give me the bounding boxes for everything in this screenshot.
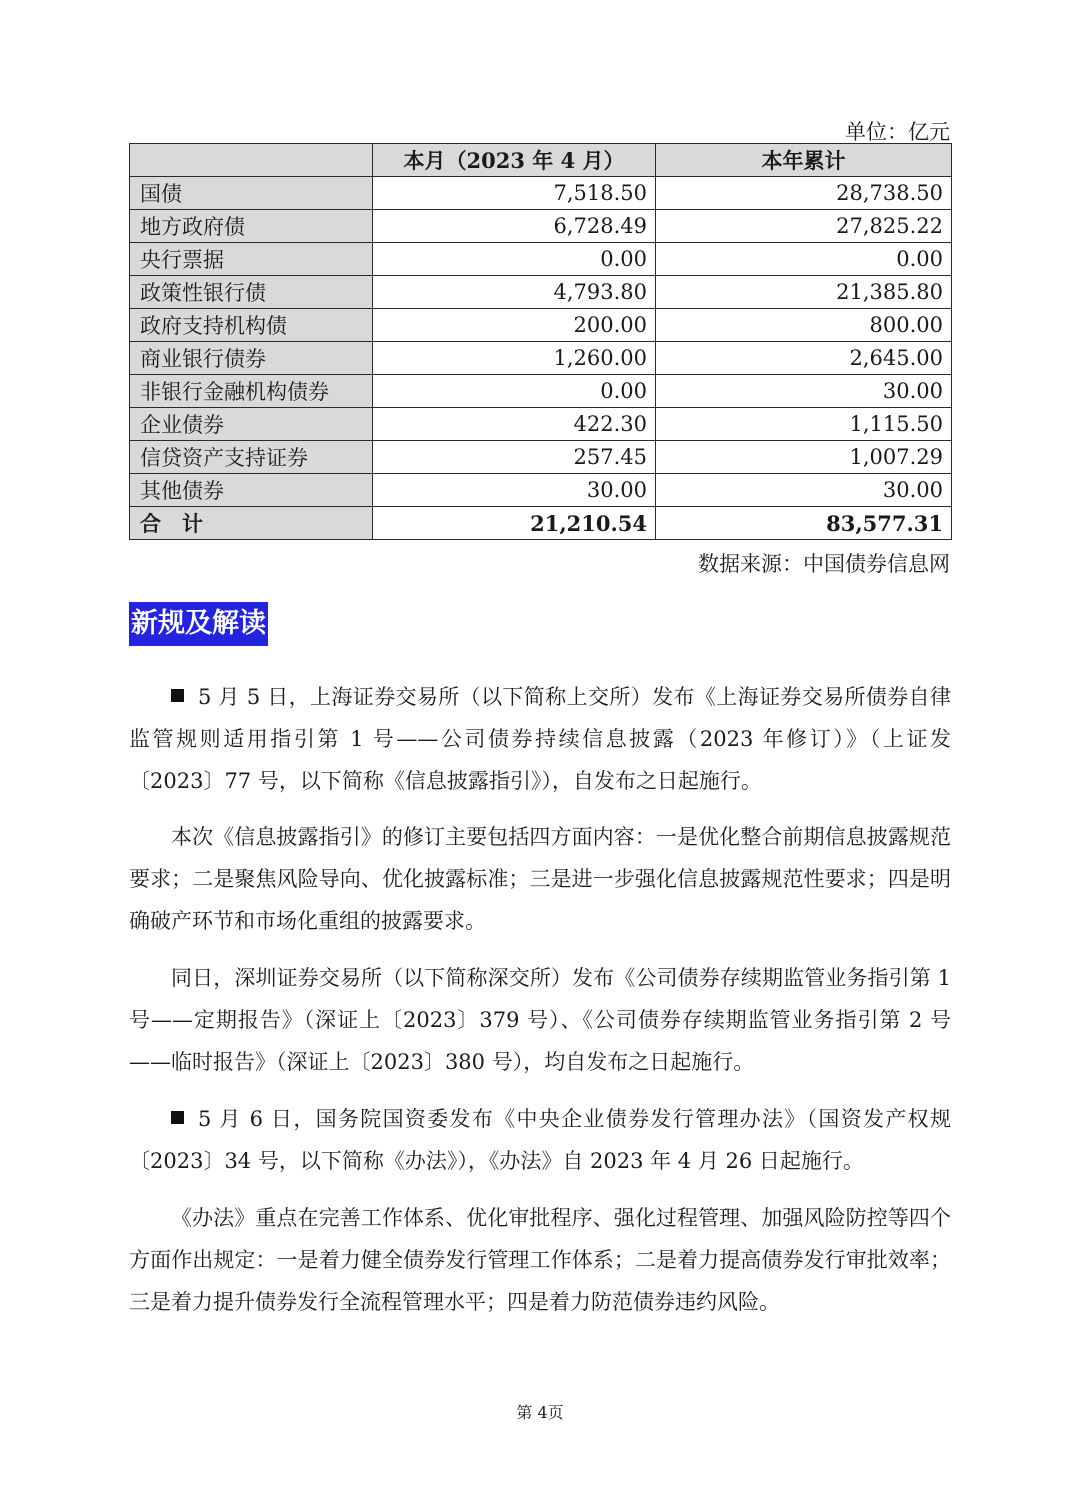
table-row — [130, 342, 952, 375]
row-name: 其他债券 — [130, 474, 373, 507]
header-ytd: 本年累计 — [656, 144, 952, 177]
row-month-value: 7,518.50 — [373, 177, 656, 210]
row-name: 政府支持机构债 — [130, 309, 373, 342]
row-ytd-value: 0.00 — [656, 243, 952, 276]
table-row — [130, 309, 952, 342]
table-row — [130, 375, 952, 408]
row-name: 央行票据 — [130, 243, 373, 276]
paragraph-szse-rule — [129, 957, 951, 1083]
paragraph-text: 同日，深圳证券交易所（以下简称深交所）发布《公司债券存续期监管业务指引第 1 号——定期报告》（深证上〔2023〕379 号）、《公司债券存续期监管业务指引第 2 号——临时报告》（深证上〔2023〕380 号），均自发布之日起施行。 — [129, 966, 951, 1074]
row-month-value: 257.45 — [373, 441, 656, 474]
row-ytd-value: 1,007.29 — [656, 441, 952, 474]
table-row — [130, 177, 952, 210]
row-month-value: 0.00 — [373, 243, 656, 276]
row-month-value: 422.30 — [373, 408, 656, 441]
row-ytd-value: 27,825.22 — [656, 210, 952, 243]
total-ytd-value: 83,577.31 — [656, 507, 952, 540]
row-name: 企业债券 — [130, 408, 373, 441]
total-label: 合 计 — [130, 507, 373, 540]
row-name: 商业银行债券 — [130, 342, 373, 375]
bond-issuance-table — [129, 143, 952, 540]
row-month-value: 0.00 — [373, 375, 656, 408]
header-month: 本月（2023 年 4 月） — [373, 144, 656, 177]
row-name: 政策性银行债 — [130, 276, 373, 309]
square-bullet-icon — [171, 689, 184, 702]
row-month-value: 6,728.49 — [373, 210, 656, 243]
row-name: 国债 — [130, 177, 373, 210]
paragraph-text: 本次《信息披露指引》的修订主要包括四方面内容：一是优化整合前期信息披露规范要求；二是聚焦风险导向、优化披露标准；三是进一步强化信息披露规范性要求；四是明确破产环节和市场化重组的披露要求。 — [129, 825, 951, 933]
paragraph-sasac-rule — [129, 1098, 951, 1182]
square-bullet-icon — [171, 1111, 184, 1124]
paragraph-revision-summary — [129, 816, 951, 942]
paragraph-text: 5 月 6 日，国务院国资委发布《中央企业债券发行管理办法》（国资发产权规〔2023〕34 号，以下简称《办法》），《办法》自 2023 年 4 月 26 日起施行。 — [129, 1107, 951, 1173]
row-month-value: 200.00 — [373, 309, 656, 342]
row-month-value: 1,260.00 — [373, 342, 656, 375]
row-month-value: 30.00 — [373, 474, 656, 507]
paragraph-sse-rule — [129, 676, 951, 802]
row-name: 非银行金融机构债券 — [130, 375, 373, 408]
paragraph-text: 《办法》重点在完善工作体系、优化审批程序、强化过程管理、加强风险防控等四个方面作出规定：一是着力健全债券发行管理工作体系；二是着力提高债券发行审批效率；三是着力提升债券发行全流程管理水平；四是着力防范债券违约风险。 — [129, 1206, 951, 1314]
row-ytd-value: 800.00 — [656, 309, 952, 342]
section-title: 新规及解读 — [129, 602, 268, 646]
table-row — [130, 408, 952, 441]
table-row — [130, 276, 952, 309]
table-header-row — [130, 144, 952, 177]
total-month-value: 21,210.54 — [373, 507, 656, 540]
row-ytd-value: 30.00 — [656, 375, 952, 408]
unit-label: 单位：亿元 — [845, 120, 950, 144]
row-ytd-value: 28,738.50 — [656, 177, 952, 210]
table-total-row — [130, 507, 952, 540]
row-name: 信贷资产支持证券 — [130, 441, 373, 474]
table-row — [130, 474, 952, 507]
page-number: 第 4页 — [516, 1403, 564, 1422]
paragraph-text: 5 月 5 日，上海证券交易所（以下简称上交所）发布《上海证券交易所债券自律监管规则适用指引第 1 号——公司债券持续信息披露（2023 年修订）》（上证发〔2023〕77 号，以下简称《信息披露指引》），自发布之日起施行。 — [129, 685, 951, 793]
data-source-note: 数据来源：中国债券信息网 — [698, 552, 950, 576]
row-ytd-value: 30.00 — [656, 474, 952, 507]
row-month-value: 4,793.80 — [373, 276, 656, 309]
table-row — [130, 210, 952, 243]
paragraph-measures-summary — [129, 1197, 951, 1323]
header-category — [130, 144, 373, 177]
row-ytd-value: 21,385.80 — [656, 276, 952, 309]
table-row — [130, 441, 952, 474]
table-row — [130, 243, 952, 276]
row-name: 地方政府债 — [130, 210, 373, 243]
row-ytd-value: 2,645.00 — [656, 342, 952, 375]
row-ytd-value: 1,115.50 — [656, 408, 952, 441]
